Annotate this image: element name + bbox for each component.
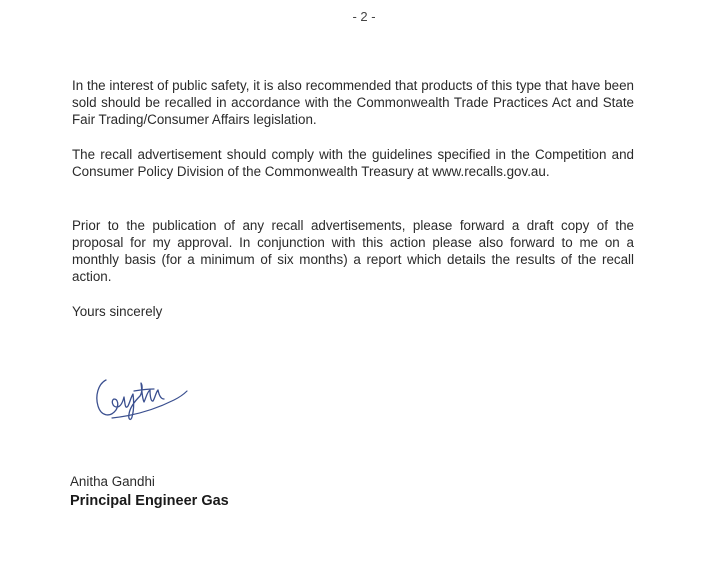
paragraph-recall-guidelines: The recall advertisement should comply with the guidelines specified in the Competition and Consumer Policy Division of the Commonwealth Treasury at www.recalls.gov.au. — [72, 147, 634, 179]
signer-name: Anitha Gandhi — [70, 474, 155, 489]
signer-title: Principal Engineer Gas — [70, 493, 229, 509]
closing-salutation: Yours sincerely — [72, 304, 163, 319]
page-number: - 2 - — [352, 9, 376, 24]
paragraph-draft-approval: Prior to the publication of any recall advertisements, please forward a draft copy of the proposal for my approval. In conjunction with this action please also forward to me on a monthly basis (for a minimum of six months) a report which details the results of the recall action. — [72, 218, 634, 284]
paragraph-recall-recommendation: In the interest of public safety, it is also recommended that products of this type that have been sold should be recalled in accordance with the Commonwealth Trade Practices Act and State Fair Trading/Consumer Affairs legislation. — [72, 78, 634, 127]
handwritten-signature — [92, 372, 192, 424]
